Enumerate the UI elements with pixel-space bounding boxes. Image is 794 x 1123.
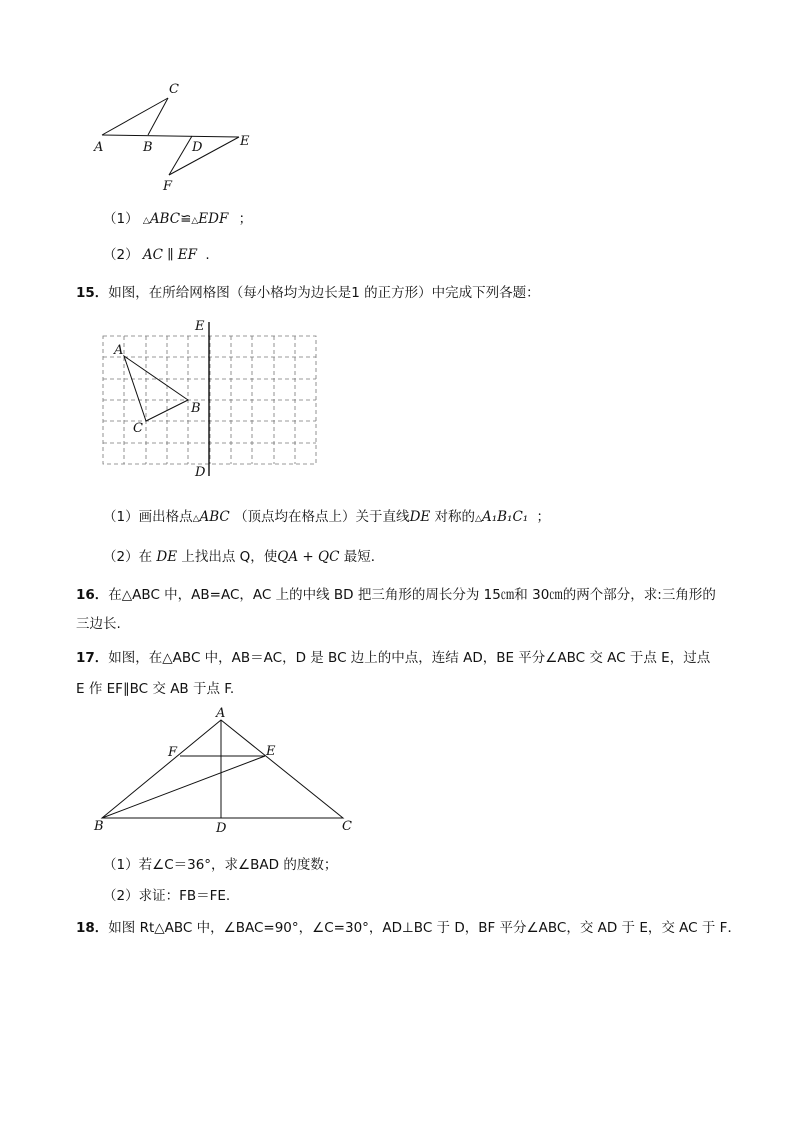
triangle-abc: ABC	[149, 211, 181, 227]
question-text: 如图 Rt△ABC 中，∠BAC=90°，∠C=30°，AD⊥BC 于 D，BF 平分∠ABC，交 AD 于 E，交 AC 于 F．	[108, 920, 741, 936]
question-text: 三边长.	[76, 616, 121, 632]
label-b: B	[191, 401, 201, 416]
punct: .	[205, 247, 210, 263]
label-b: B	[143, 140, 153, 155]
congruent-symbol: ≌	[180, 211, 192, 227]
part-number: （2）	[103, 247, 139, 263]
triangle-a1b1c1: A₁B₁C₁	[481, 509, 529, 525]
part-text: 在	[138, 549, 153, 565]
label-a: A	[216, 706, 226, 721]
label-d: D	[195, 465, 206, 480]
punct: ；	[238, 211, 253, 227]
label-e: E	[266, 744, 276, 759]
part-number: （1）	[103, 509, 139, 525]
part-text: 上找出点 Q，使	[181, 549, 278, 565]
part-text: 对称的	[434, 509, 476, 525]
label-e: E	[195, 319, 205, 334]
label-c: C	[342, 819, 352, 834]
part-number: （1）	[103, 211, 139, 227]
triangle-symbol: △	[475, 514, 482, 524]
q18-stem	[76, 916, 741, 936]
q17-part1	[103, 853, 337, 873]
question-number: 18．	[76, 920, 109, 936]
punct: ；	[536, 509, 551, 525]
triangle-abc: ABC	[199, 509, 230, 525]
part-text: 画出格点	[138, 509, 193, 525]
sum-expression: QA + QC	[277, 549, 340, 565]
triangle-edf: EDF	[198, 211, 229, 227]
triangle-symbol: △	[192, 514, 200, 524]
question-text: 如图，在△ABC 中，AB＝AC，D 是 BC 边上的中点，连结 AD，BE 平分∠ABC 交 AC 于点 E，过点	[108, 650, 711, 666]
label-a: A	[94, 140, 104, 155]
segment-be	[102, 756, 265, 818]
part-text: （2）求证：FB＝FE.	[103, 888, 231, 904]
triangle-abc	[102, 720, 343, 818]
label-e: E	[240, 134, 250, 149]
label-d: D	[216, 821, 227, 836]
question-number: 15．	[76, 285, 109, 301]
question-text: 在△ABC 中，AB=AC，AC 上的中线 BD 把三角形的周长分为 15㎝和 30㎝的两个部分，求:三角形的	[108, 587, 716, 603]
part-text: （顶点均在格点上）关于直线	[234, 509, 410, 525]
q17-part2	[103, 884, 230, 904]
label-b: B	[94, 819, 104, 834]
label-f: F	[163, 179, 173, 194]
question-number: 17．	[76, 650, 109, 666]
label-c: C	[169, 82, 179, 97]
line-de: DE	[156, 549, 178, 565]
part-text: （1）若∠C＝36°，求∠BAD 的度数；	[103, 857, 338, 873]
triangle-symbol: △	[191, 216, 199, 226]
line-de: DE	[409, 509, 431, 525]
triangle-symbol: △	[142, 216, 150, 226]
part-text: 最短．	[343, 549, 385, 565]
question-text: 如图，在所给网格图（每小格均为边长是1 的正方形）中完成下列各题：	[108, 285, 540, 301]
question-number: 16．	[76, 587, 109, 603]
label-a: A	[114, 343, 124, 358]
label-f: F	[168, 745, 178, 760]
parallel-expression: AC ∥ EF	[142, 247, 198, 263]
label-c: C	[133, 421, 143, 436]
label-d: D	[192, 140, 203, 155]
part-number: （2）	[103, 549, 139, 565]
question-text: E 作 EF∥BC 交 AB 于点 F.	[76, 681, 235, 697]
